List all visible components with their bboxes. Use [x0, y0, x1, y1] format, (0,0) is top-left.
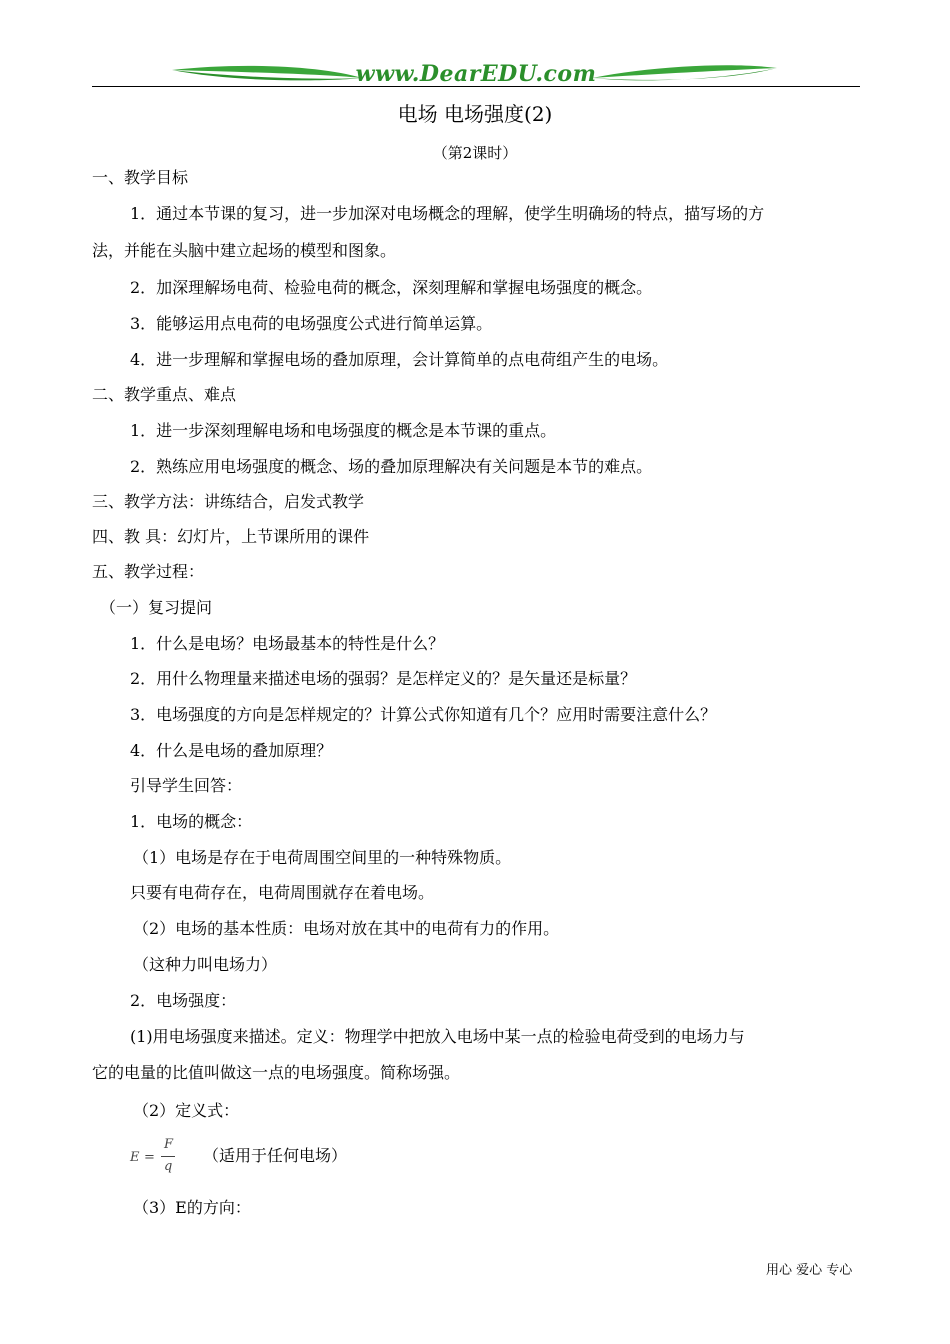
paragraph-line: （3）E的方向：: [133, 1198, 251, 1217]
page-footer: 用心 爱心 专心: [766, 1263, 853, 1278]
formula-denominator: q: [164, 1159, 173, 1174]
paragraph-line: （2）定义式：: [133, 1101, 240, 1120]
paragraph-line: 它的电量的比值叫做这一点的电场强度。简称场强。: [92, 1063, 461, 1082]
paragraph-line: 2．加深理解场电荷、检验电荷的概念，深刻理解和掌握电场强度的概念。: [130, 278, 653, 297]
paragraph-line: 4．进一步理解和掌握电场的叠加原理，会计算简单的点电荷组产生的电场。: [130, 350, 669, 369]
paragraph-line: 2．用什么物理量来描述电场的强弱？是怎样定义的？是矢量还是标量？: [130, 669, 637, 688]
formula-note: （适用于任何电场）: [203, 1146, 348, 1165]
paragraph-line: 1．什么是电场？电场最基本的特性是什么？: [130, 634, 445, 653]
paragraph-line: （1）电场是存在于电荷周围空间里的一种特殊物质。: [133, 848, 512, 867]
header-rule: [92, 86, 860, 87]
document-subtitle: （第2课时）: [432, 144, 518, 162]
paragraph-line: 4．什么是电场的叠加原理？: [130, 741, 333, 760]
paragraph-line: 1．通过本节课的复习，进一步加深对电场概念的理解，使学生明确场的特点，描写场的方: [130, 204, 765, 223]
document-title: 电场 电场强度(2): [397, 102, 553, 126]
section-heading: 一、教学目标: [92, 168, 189, 187]
section-heading: 五、教学过程：: [92, 562, 205, 581]
paragraph-line: 1．电场的概念：: [130, 812, 253, 831]
paragraph-line: 2．熟练应用电场强度的概念、场的叠加原理解决有关问题是本节的难点。: [130, 457, 653, 476]
paragraph-line: 只要有电荷存在，电荷周围就存在着电场。: [130, 883, 435, 902]
section-heading: 四、教 具：幻灯片，上节课所用的课件: [92, 527, 370, 546]
paragraph-line: 引导学生回答：: [130, 776, 243, 795]
formula-equals: =: [144, 1150, 155, 1165]
paragraph-line: 3．电场强度的方向是怎样规定的？计算公式你知道有几个？应用时需要注意什么？: [130, 705, 717, 724]
paragraph-line: 3．能够运用点电荷的电场强度公式进行简单运算。: [130, 314, 493, 333]
paragraph-line: (1)用电场强度来描述。定义：物理学中把放入电场中某一点的检验电荷受到的电场力与: [130, 1027, 745, 1046]
paragraph-line: 1．进一步深刻理解电场和电场强度的概念是本节课的重点。: [130, 421, 557, 440]
site-logo-text: www.DearEDU.com: [355, 61, 597, 87]
subsection-heading: （一）复习提问: [100, 598, 213, 617]
paragraph-line: 法，并能在头脑中建立起场的模型和图象。: [92, 241, 397, 260]
paragraph-line: 2．电场强度：: [130, 991, 237, 1010]
formula-lhs: E: [130, 1150, 140, 1165]
paragraph-line: （2）电场的基本性质：电场对放在其中的电荷有力的作用。: [133, 919, 560, 938]
fraction-bar: [161, 1156, 175, 1157]
section-heading: 二、教学重点、难点: [92, 385, 237, 404]
paragraph-line: （这种力叫电场力）: [133, 955, 278, 974]
section-heading: 三、教学方法：讲练结合，启发式教学: [92, 492, 365, 511]
formula-numerator: F: [164, 1137, 174, 1152]
